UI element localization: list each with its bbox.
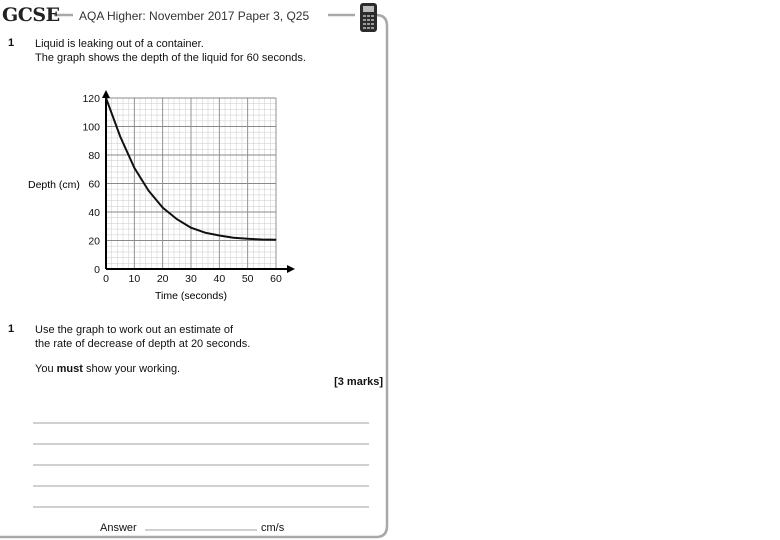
data-point [205, 232, 206, 233]
working-line[interactable] [33, 485, 369, 487]
part-line-1: Use the graph to work out an estimate of [35, 324, 234, 336]
data-point [176, 219, 177, 220]
x-tick-label: 20 [156, 273, 169, 285]
data-point [247, 238, 248, 239]
answer-unit: cm/s [261, 522, 285, 534]
data-point [191, 227, 192, 228]
y-tick-label: 120 [82, 93, 100, 105]
y-tick-label: 100 [82, 121, 100, 134]
data-point [148, 190, 149, 191]
question-number: 1 [8, 37, 15, 49]
y-axis-arrow [102, 90, 110, 98]
part-text [35, 323, 250, 351]
x-tick-label: 0 [103, 273, 109, 285]
x-tick-label: 30 [185, 273, 197, 285]
data-point [162, 207, 163, 208]
y-tick-label: 40 [88, 207, 100, 219]
y-tick-label: 0 [94, 264, 100, 276]
x-axis-label: Time (seconds) [155, 290, 227, 302]
x-axis-arrow [287, 265, 295, 273]
part-number: 1 [8, 323, 15, 335]
data-point [261, 239, 262, 240]
axes [102, 90, 295, 273]
header-title: AQA Higher: November 2017 Paper 3, Q25 [79, 9, 310, 23]
depth-time-graph [0, 0, 400, 310]
instruction-text [35, 362, 180, 376]
working-line[interactable] [33, 464, 369, 466]
working-line[interactable] [33, 443, 369, 445]
data-point [276, 239, 277, 240]
working-line[interactable] [33, 506, 369, 508]
x-tick-label: 50 [241, 273, 254, 285]
question-line-2: The graph shows the depth of the liquid for 60 seconds. [35, 52, 306, 64]
instruction-pre: You [35, 363, 57, 375]
question-line-1: Liquid is leaking out of a container. [35, 38, 204, 50]
answer-label: Answer [100, 522, 137, 534]
data-point [233, 237, 234, 238]
x-tick-label: 60 [270, 273, 282, 285]
y-axis-label: Depth (cm) [28, 179, 80, 191]
data-point [219, 235, 220, 236]
data-point [120, 136, 121, 137]
y-tick-label: 20 [88, 235, 100, 248]
working-line[interactable] [33, 422, 369, 424]
y-tick-label: 60 [88, 178, 100, 191]
x-tick-label: 40 [213, 273, 226, 285]
data-point [106, 98, 107, 99]
grid-major [106, 98, 276, 269]
answer-field[interactable] [145, 529, 257, 531]
instruction-post: show your working. [82, 363, 181, 375]
instruction-bold: must [56, 363, 83, 375]
x-tick-label: 10 [128, 273, 141, 285]
data-point [134, 167, 135, 168]
y-tick-label: 80 [88, 150, 100, 162]
marks-label: [3 marks] [334, 376, 383, 388]
gcse-logo: GCSE [2, 4, 60, 26]
part-line-2: the rate of decrease of depth at 20 seconds. [35, 338, 251, 350]
